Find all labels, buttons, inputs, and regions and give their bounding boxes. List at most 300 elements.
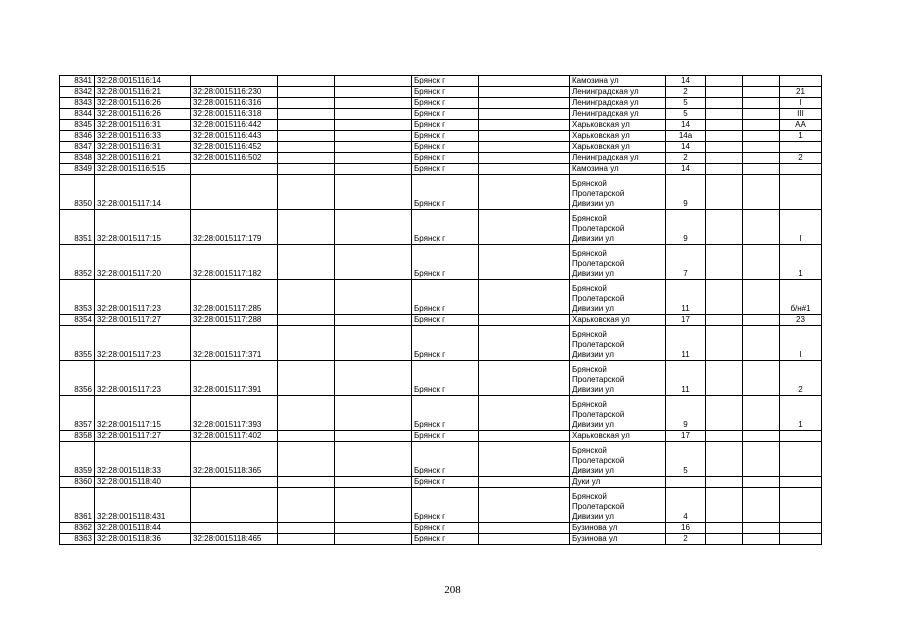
city-cell: Брянск г [412,315,479,326]
street-cell: Ленинградская ул [570,109,666,120]
empty-cell [706,87,743,98]
building-cadastral-number-cell: 32:28:0015118:365 [191,442,278,477]
empty-cell [335,431,412,442]
empty-cell [479,534,570,545]
unit-cell [780,175,822,210]
empty-cell [706,523,743,534]
table-row [60,245,822,280]
empty-cell [706,120,743,131]
land-cadastral-number-cell: 32:28:0015116:33 [95,131,191,142]
land-cadastral-number-cell: 32:28:0015118:36 [95,534,191,545]
empty-cell [743,442,780,477]
row-number-cell: 8359 [60,442,95,477]
row-number-cell: 8348 [60,153,95,164]
unit-cell: 1 [780,131,822,142]
city-cell: Брянск г [412,361,479,396]
city-cell: Брянск г [412,153,479,164]
land-cadastral-number-cell: 32:28:0015116:21 [95,87,191,98]
empty-cell [479,164,570,175]
house-number-cell: 7 [666,245,706,280]
row-number-cell: 8357 [60,396,95,431]
unit-cell [780,534,822,545]
street-cell: Камозина ул [570,164,666,175]
empty-cell [479,431,570,442]
house-number-cell: 9 [666,210,706,245]
land-cadastral-number-cell: 32:28:0015117:14 [95,175,191,210]
table-row [60,280,822,315]
empty-cell [706,175,743,210]
land-cadastral-number-cell: 32:28:0015118:44 [95,523,191,534]
land-cadastral-number-cell: 32:28:0015117:23 [95,326,191,361]
table-row [60,153,822,164]
street-cell: Бузинова ул [570,534,666,545]
unit-cell [780,442,822,477]
empty-cell [335,87,412,98]
empty-cell [278,396,335,431]
house-number-cell: 11 [666,361,706,396]
empty-cell [479,245,570,280]
building-cadastral-number-cell [191,76,278,87]
building-cadastral-number-cell: 32:28:0015117:288 [191,315,278,326]
building-cadastral-number-cell: 32:28:0015116:502 [191,153,278,164]
empty-cell [479,153,570,164]
empty-cell [706,477,743,488]
empty-cell [706,361,743,396]
empty-cell [479,477,570,488]
empty-cell [706,153,743,164]
street-cell: Камозина ул [570,76,666,87]
street-cell: Брянской Пролетарской Дивизии ул [570,396,666,431]
building-cadastral-number-cell [191,477,278,488]
land-cadastral-number-cell: 32:28:0015116:31 [95,120,191,131]
city-cell: Брянск г [412,98,479,109]
empty-cell [278,76,335,87]
row-number-cell: 8345 [60,120,95,131]
building-cadastral-number-cell: 32:28:0015117:179 [191,210,278,245]
empty-cell [743,245,780,280]
unit-cell: 23 [780,315,822,326]
empty-cell [335,120,412,131]
empty-cell [335,488,412,523]
table-row [60,175,822,210]
row-number-cell: 8361 [60,488,95,523]
empty-cell [278,210,335,245]
empty-cell [278,175,335,210]
building-cadastral-number-cell: 32:28:0015117:402 [191,431,278,442]
empty-cell [335,109,412,120]
empty-cell [278,245,335,280]
unit-cell [780,142,822,153]
land-cadastral-number-cell: 32:28:0015117:15 [95,396,191,431]
unit-cell: 2 [780,153,822,164]
street-cell: Дуки ул [570,477,666,488]
empty-cell [479,280,570,315]
row-number-cell: 8351 [60,210,95,245]
street-cell: Харьковская ул [570,315,666,326]
row-number-cell: 8350 [60,175,95,210]
empty-cell [743,131,780,142]
empty-cell [706,210,743,245]
empty-cell [743,477,780,488]
empty-cell [335,98,412,109]
empty-cell [278,442,335,477]
row-number-cell: 8354 [60,315,95,326]
empty-cell [743,87,780,98]
empty-cell [278,142,335,153]
row-number-cell: 8349 [60,164,95,175]
house-number-cell: 14а [666,131,706,142]
unit-cell [780,431,822,442]
empty-cell [278,534,335,545]
building-cadastral-number-cell: 32:28:0015117:393 [191,396,278,431]
empty-cell [479,175,570,210]
city-cell: Брянск г [412,76,479,87]
empty-cell [479,120,570,131]
empty-cell [743,534,780,545]
empty-cell [335,210,412,245]
table-row [60,396,822,431]
land-cadastral-number-cell: 32:28:0015117:15 [95,210,191,245]
building-cadastral-number-cell [191,175,278,210]
empty-cell [743,76,780,87]
land-cadastral-number-cell: 32:28:0015117:23 [95,280,191,315]
empty-cell [335,153,412,164]
street-cell: Харьковская ул [570,431,666,442]
table-row [60,326,822,361]
registry-table [59,75,822,545]
street-cell: Брянской Пролетарской Дивизии ул [570,280,666,315]
unit-cell: б/н#1 [780,280,822,315]
city-cell: Брянск г [412,164,479,175]
house-number-cell: 2 [666,534,706,545]
street-cell: Харьковская ул [570,142,666,153]
building-cadastral-number-cell: 32:28:0015118:465 [191,534,278,545]
row-number-cell: 8358 [60,431,95,442]
empty-cell [743,98,780,109]
unit-cell: I [780,326,822,361]
row-number-cell: 8346 [60,131,95,142]
empty-cell [278,120,335,131]
land-cadastral-number-cell: 32:28:0015117:20 [95,245,191,280]
city-cell: Брянск г [412,175,479,210]
empty-cell [479,76,570,87]
empty-cell [743,120,780,131]
street-cell: Харьковская ул [570,120,666,131]
table-row [60,534,822,545]
land-cadastral-number-cell: 32:28:0015118:431 [95,488,191,523]
empty-cell [335,442,412,477]
street-cell: Брянской Пролетарской Дивизии ул [570,326,666,361]
house-number-cell [666,477,706,488]
city-cell: Брянск г [412,326,479,361]
row-number-cell: 8362 [60,523,95,534]
empty-cell [743,109,780,120]
table-row [60,431,822,442]
unit-cell: 21 [780,87,822,98]
empty-cell [278,523,335,534]
city-cell: Брянск г [412,120,479,131]
building-cadastral-number-cell: 32:28:0015117:285 [191,280,278,315]
empty-cell [278,477,335,488]
row-number-cell: 8343 [60,98,95,109]
empty-cell [743,164,780,175]
empty-cell [278,488,335,523]
building-cadastral-number-cell [191,164,278,175]
empty-cell [743,153,780,164]
empty-cell [743,315,780,326]
building-cadastral-number-cell: 32:28:0015117:371 [191,326,278,361]
building-cadastral-number-cell: 32:28:0015116:442 [191,120,278,131]
building-cadastral-number-cell [191,523,278,534]
city-cell: Брянск г [412,534,479,545]
city-cell: Брянск г [412,488,479,523]
city-cell: Брянск г [412,131,479,142]
row-number-cell: 8363 [60,534,95,545]
empty-cell [278,280,335,315]
house-number-cell: 2 [666,153,706,164]
empty-cell [706,488,743,523]
empty-cell [706,76,743,87]
unit-cell: I [780,210,822,245]
empty-cell [335,76,412,87]
street-cell: Ленинградская ул [570,87,666,98]
house-number-cell: 4 [666,488,706,523]
house-number-cell: 9 [666,396,706,431]
building-cadastral-number-cell: 32:28:0015116:230 [191,87,278,98]
empty-cell [706,280,743,315]
house-number-cell: 5 [666,109,706,120]
land-cadastral-number-cell: 32:28:0015117:27 [95,431,191,442]
street-cell: Бузинова ул [570,523,666,534]
house-number-cell: 9 [666,175,706,210]
empty-cell [479,131,570,142]
row-number-cell: 8352 [60,245,95,280]
empty-cell [743,326,780,361]
empty-cell [479,488,570,523]
table-row [60,120,822,131]
empty-cell [706,164,743,175]
city-cell: Брянск г [412,245,479,280]
empty-cell [743,142,780,153]
building-cadastral-number-cell: 32:28:0015117:391 [191,361,278,396]
unit-cell [780,164,822,175]
empty-cell [479,210,570,245]
table-row [60,477,822,488]
empty-cell [278,315,335,326]
house-number-cell: 14 [666,164,706,175]
empty-cell [479,109,570,120]
street-cell: Брянской Пролетарской Дивизии ул [570,361,666,396]
empty-cell [743,523,780,534]
empty-cell [335,326,412,361]
empty-cell [743,488,780,523]
empty-cell [335,245,412,280]
empty-cell [743,280,780,315]
city-cell: Брянск г [412,477,479,488]
building-cadastral-number-cell: 32:28:0015116:443 [191,131,278,142]
empty-cell [706,142,743,153]
land-cadastral-number-cell: 32:28:0015116:14 [95,76,191,87]
row-number-cell: 8360 [60,477,95,488]
empty-cell [706,98,743,109]
street-cell: Брянской Пролетарской Дивизии ул [570,488,666,523]
empty-cell [706,326,743,361]
empty-cell [706,442,743,477]
empty-cell [743,210,780,245]
empty-cell [335,315,412,326]
table-row [60,315,822,326]
empty-cell [278,131,335,142]
empty-cell [479,361,570,396]
table-row [60,164,822,175]
house-number-cell: 2 [666,87,706,98]
empty-cell [335,131,412,142]
row-number-cell: 8356 [60,361,95,396]
city-cell: Брянск г [412,280,479,315]
land-cadastral-number-cell: 32:28:0015116:26 [95,109,191,120]
street-cell: Брянской Пролетарской Дивизии ул [570,175,666,210]
empty-cell [479,396,570,431]
empty-cell [278,361,335,396]
street-cell: Брянской Пролетарской Дивизии ул [570,245,666,280]
unit-cell: 1 [780,396,822,431]
table-row [60,210,822,245]
empty-cell [278,98,335,109]
house-number-cell: 5 [666,442,706,477]
unit-cell: 1 [780,245,822,280]
house-number-cell: 11 [666,280,706,315]
empty-cell [335,142,412,153]
land-cadastral-number-cell: 32:28:0015118:40 [95,477,191,488]
building-cadastral-number-cell [191,488,278,523]
land-cadastral-number-cell: 32:28:0015116:26 [95,98,191,109]
empty-cell [335,361,412,396]
table-row [60,442,822,477]
street-cell: Брянской Пролетарской Дивизии ул [570,210,666,245]
table-row [60,488,822,523]
empty-cell [335,534,412,545]
empty-cell [743,431,780,442]
city-cell: Брянск г [412,87,479,98]
building-cadastral-number-cell: 32:28:0015116:316 [191,98,278,109]
empty-cell [706,431,743,442]
land-cadastral-number-cell: 32:28:0015116:515 [95,164,191,175]
empty-cell [479,98,570,109]
house-number-cell: 14 [666,76,706,87]
building-cadastral-number-cell: 32:28:0015116:452 [191,142,278,153]
empty-cell [278,87,335,98]
unit-cell [780,488,822,523]
street-cell: Харьковская ул [570,131,666,142]
table-row [60,87,822,98]
empty-cell [335,280,412,315]
unit-cell [780,523,822,534]
land-cadastral-number-cell: 32:28:0015116:31 [95,142,191,153]
empty-cell [479,142,570,153]
unit-cell [780,76,822,87]
empty-cell [335,396,412,431]
row-number-cell: 8344 [60,109,95,120]
empty-cell [479,326,570,361]
table-row [60,109,822,120]
empty-cell [743,175,780,210]
land-cadastral-number-cell: 32:28:0015117:27 [95,315,191,326]
empty-cell [335,477,412,488]
city-cell: Брянск г [412,442,479,477]
empty-cell [479,442,570,477]
land-cadastral-number-cell: 32:28:0015117:23 [95,361,191,396]
empty-cell [706,131,743,142]
city-cell: Брянск г [412,431,479,442]
table-row [60,131,822,142]
table-row [60,76,822,87]
city-cell: Брянск г [412,210,479,245]
table-row [60,142,822,153]
empty-cell [479,87,570,98]
city-cell: Брянск г [412,523,479,534]
street-cell: Ленинградская ул [570,153,666,164]
empty-cell [706,109,743,120]
house-number-cell: 14 [666,142,706,153]
house-number-cell: 17 [666,315,706,326]
unit-cell: I [780,98,822,109]
unit-cell [780,477,822,488]
empty-cell [278,109,335,120]
empty-cell [479,523,570,534]
land-cadastral-number-cell: 32:28:0015118:33 [95,442,191,477]
row-number-cell: 8353 [60,280,95,315]
unit-cell: АА [780,120,822,131]
unit-cell: 2 [780,361,822,396]
row-number-cell: 8341 [60,76,95,87]
land-cadastral-number-cell: 32:28:0015116:21 [95,153,191,164]
empty-cell [743,396,780,431]
city-cell: Брянск г [412,109,479,120]
table-body [60,76,822,545]
empty-cell [278,431,335,442]
empty-cell [278,326,335,361]
empty-cell [706,315,743,326]
row-number-cell: 8355 [60,326,95,361]
city-cell: Брянск г [412,396,479,431]
building-cadastral-number-cell: 32:28:0015116:318 [191,109,278,120]
empty-cell [335,175,412,210]
empty-cell [335,523,412,534]
table-row [60,361,822,396]
empty-cell [706,245,743,280]
empty-cell [706,396,743,431]
table-row [60,523,822,534]
house-number-cell: 17 [666,431,706,442]
empty-cell [743,361,780,396]
table-row [60,98,822,109]
house-number-cell: 14 [666,120,706,131]
page-number: 208 [444,584,461,596]
unit-cell: III [780,109,822,120]
row-number-cell: 8347 [60,142,95,153]
street-cell: Ленинградская ул [570,98,666,109]
building-cadastral-number-cell: 32:28:0015117:182 [191,245,278,280]
house-number-cell: 11 [666,326,706,361]
row-number-cell: 8342 [60,87,95,98]
house-number-cell: 16 [666,523,706,534]
house-number-cell: 5 [666,98,706,109]
empty-cell [278,153,335,164]
empty-cell [706,534,743,545]
empty-cell [479,315,570,326]
street-cell: Брянской Пролетарской Дивизии ул [570,442,666,477]
empty-cell [278,164,335,175]
